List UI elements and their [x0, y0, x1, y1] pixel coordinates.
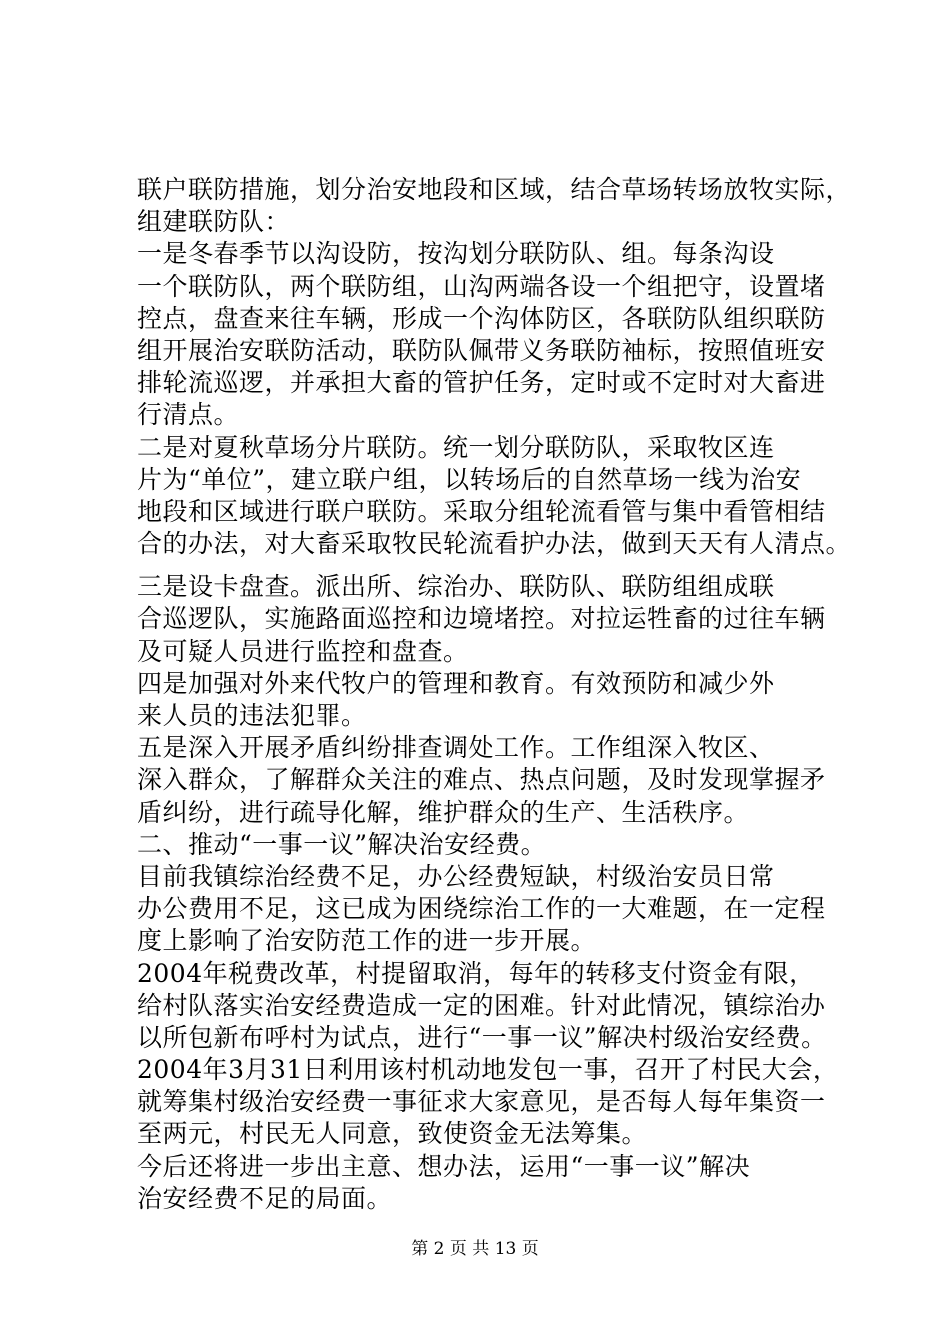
- text-line: 治安经费不足的局面。: [137, 1184, 393, 1213]
- text-line: 就筹集村级治安经费一事征求大家意见，是否每人每年集资一: [137, 1087, 826, 1116]
- text-line: 一个联防队，两个联防组，山沟两端各设一个组把守，设置堵: [137, 272, 826, 301]
- text-line: 组开展治安联防活动，联防队佩带义务联防袖标，按照值班安: [137, 336, 826, 365]
- text-line: 排轮流巡逻，并承担大畜的管护任务，定时或不定时对大畜进: [137, 368, 826, 397]
- page-number-footer: 第 2 页 共 13 页: [411, 1239, 539, 1259]
- text-line: 2004年3月31日利用该村机动地发包一事，召开了村民大会，: [137, 1055, 839, 1084]
- text-line: 深入群众，了解群众关注的难点、热点问题，及时发现掌握矛: [137, 765, 826, 794]
- text-line: 控点，盘查来往车辆，形成一个沟体防区，各联防队组织联防: [137, 304, 826, 333]
- section-heading: 二、推动“一事一议”解决治安经费。: [137, 830, 547, 859]
- text-line: 一是冬春季节以沟设防，按沟划分联防队、组。每条沟设: [137, 239, 775, 268]
- text-line: 组建联防队：: [137, 207, 291, 236]
- text-line: 三是设卡盘查。派出所、综治办、联防队、联防组组成联: [137, 572, 775, 601]
- text-line: 联户联防措施，划分治安地段和区域，结合草场转场放牧实际，: [137, 175, 852, 204]
- text-line: 及可疑人员进行监控和盘查。: [137, 637, 469, 666]
- text-line: 二是对夏秋草场分片联防。统一划分联防队，采取牧区连: [137, 433, 775, 462]
- text-line: 地段和区域进行联户联防。采取分组轮流看管与集中看管相结: [137, 497, 826, 526]
- text-line: 五是深入开展矛盾纠纷排查调处工作。工作组深入牧区、: [137, 733, 775, 762]
- text-line: 度上影响了治安防范工作的进一步开展。: [137, 926, 597, 955]
- text-line: 目前我镇综治经费不足，办公经费短缺，村级治安员日常: [137, 862, 775, 891]
- text-line: 四是加强对外来代牧户的管理和教育。有效预防和减少外: [137, 669, 775, 698]
- text-line: 给村队落实治安经费造成一定的困难。针对此情况，镇综治办: [137, 991, 826, 1020]
- text-line: 2004年税费改革，村提留取消，每年的转移支付资金有限，: [137, 959, 815, 988]
- text-line: 合巡逻队，实施路面巡控和边境堵控。对拉运牲畜的过往车辆: [137, 604, 826, 633]
- text-line: 来人员的违法犯罪。: [137, 701, 367, 730]
- text-line: 行清点。: [137, 400, 240, 429]
- text-line: 合的办法，对大畜采取牧民轮流看护办法，做到天天有人清点。: [137, 529, 852, 558]
- text-line: 今后还将进一步出主意、想办法，运用“一事一议”解决: [137, 1152, 751, 1181]
- text-line: 盾纠纷，进行疏导化解，维护群众的生产、生活秩序。: [137, 798, 750, 827]
- text-line: 以所包新布呼村为试点，进行“一事一议”解决村级治安经费。: [137, 1023, 827, 1052]
- text-line: 片为“单位”，建立联户组，以转场后的自然草场一线为治安: [137, 465, 802, 494]
- text-line: 至两元，村民无人同意，致使资金无法筹集。: [137, 1119, 648, 1148]
- text-line: 办公费用不足，这已成为困绕综治工作的一大难题，在一定程: [137, 894, 826, 923]
